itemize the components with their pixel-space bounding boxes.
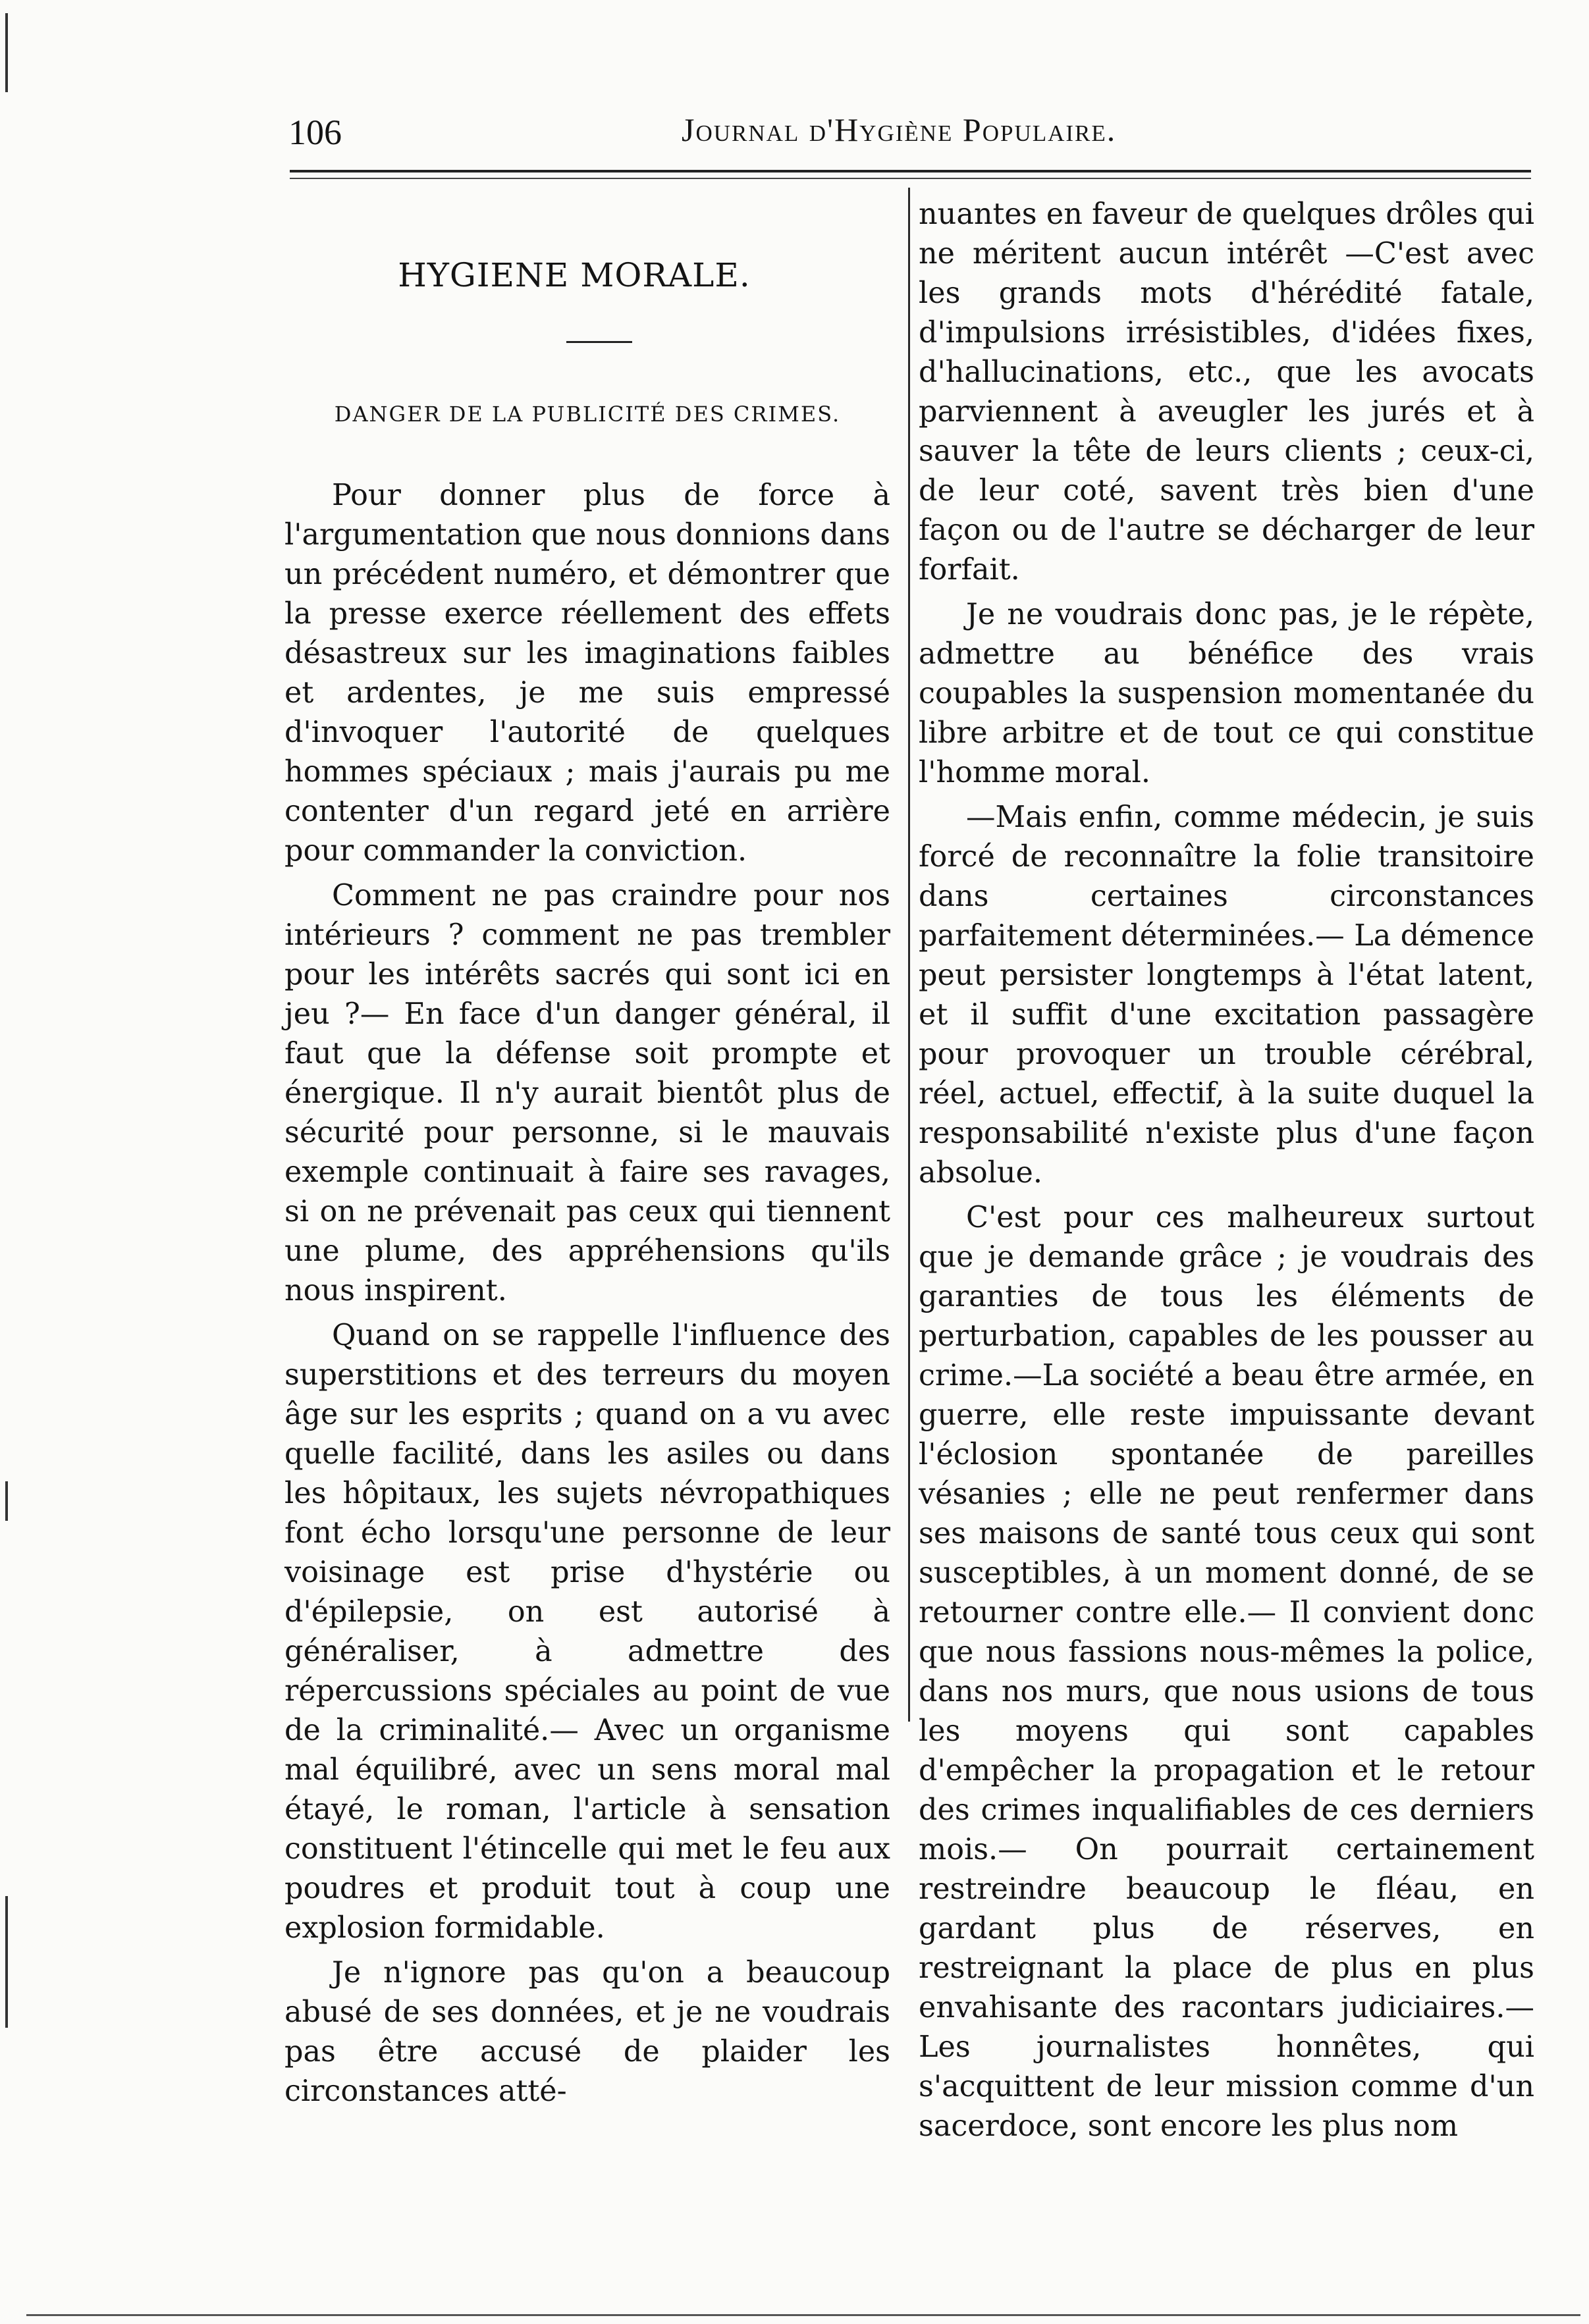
paragraph: —Mais enfin, comme médecin, je suis forcé de reconnaître la folie transitoire dans certaines circonstances parfaitement déterminées.— La démence peut persister longtemps à l'état latent, et il suffit d'une excitation passagère pour provoquer un trouble cérébral, réel, actuel, effectif, à la suite duquel la responsabilité n'existe plus d'une façon absolue. [919, 801, 1534, 1190]
article-subtitle: DANGER DE LA PUBLICITÉ DES CRIMES. [334, 402, 841, 427]
right-column [919, 195, 1534, 2146]
margin-mark [5, 13, 8, 92]
bottom-edge-line [26, 2314, 1580, 2316]
left-column [284, 255, 890, 2111]
article-title: HYGIENE MORALE. [398, 256, 751, 294]
column-divider [908, 188, 910, 1722]
margin-mark [5, 1481, 8, 1521]
paragraph: nuantes en faveur de quelques drôles qui ne méritent aucun intérêt —C'est avec les grands mots d'hérédité fatale, d'impulsions irrésistibles, d'idées fixes, d'hallucinations, etc., que les avocats parviennent à aveugler les jurés et à sauver la tête de leurs clients ; ceux-ci, de leur coté, savent très bien d'une façon ou de l'autre se décharger de leur forfait. [919, 198, 1534, 587]
page-number: 106 [288, 113, 342, 152]
paragraph: C'est pour ces malheureux surtout que je demande grâce ; je voudrais des garanties de tous les éléments de perturbation, capables de les pousser au crime.—La société a beau être armée, en guerre, elle reste impuissante devant l'éclosion spontanée de pareilles vésanies ; elle ne peut renfermer dans ses maisons de santé tous ceux qui sont susceptibles, à un moment donné, de se retourner contre elle.— Il convient donc que nous fassions nous-mêmes la police, dans nos murs, que nous usions de tous les moyens qui sont capables d'empêcher la propagation et le retour des crimes inqualifiables de ces derniers mois.— On pourrait certainement restreindre beaucoup le fléau, en gardant plus de réserves, en restreignant la place de plus en plus envahisante des racontars judiciaires.— Les journalistes honnêtes, qui s'acquittent de leur mission comme d'un sacerdoce, sont encore les plus nom [919, 1201, 1534, 2143]
margin-mark [5, 1896, 8, 2028]
paragraph: Je ne voudrais donc pas, je le répète, admettre au bénéfice des vrais coupables la suspension momentanée du libre arbitre et de tout ce qui constitue l'homme moral. [919, 598, 1534, 789]
paragraph: Je n'ignore pas qu'on a beaucoup abusé de ses données, et je ne voudrais pas être accusé de plaider les circonstances atté- [284, 1956, 890, 2108]
running-head: Journal d'Hygiène Populaire. [682, 111, 1117, 148]
paragraph: Pour donner plus de force à l'argumentation que nous donnions dans un précédent numéro, et démontrer que la presse exerce réellement des effets désastreux sur les imaginations faibles et ardentes, je me suis empressé d'invoquer l'autorité de quelques hommes spéciaux ; mais j'aurais pu me contenter d'un regard jeté en arrière pour commander la conviction. [284, 479, 890, 868]
paragraph: Quand on se rappelle l'influence des superstitions et des terreurs du moyen âge sur les esprits ; quand on a vu avec quelle facilité, dans les asiles ou dans les hôpitaux, les sujets névropathiques font écho lorsqu'une personne de leur voisinage est prise d'hystérie ou d'épilepsie, on est autorisé à généraliser, à admettre des répercussions spéciales au point de vue de la criminalité.— Avec un organisme mal équilibré, avec un sens moral mal étayé, le roman, l'article à sensation constituent l'étincelle qui met le feu aux poudres et produit tout à coup une explosion formidable. [284, 1319, 890, 1945]
paragraph: Comment ne pas craindre pour nos intérieurs ? comment ne pas trembler pour les intérêts sacrés qui sont ici en jeu ?— En face d'un danger général, il faut que la défense soit prompte et énergique. Il n'y aurait bientôt plus de sécurité pour personne, si le mauvais exemple continuait à faire ses ravages, si on ne prévenait pas ceux qui tiennent une plume, des appréhensions qu'ils nous inspirent. [284, 879, 890, 1307]
title-rule [566, 341, 632, 343]
header-rule [290, 170, 1531, 179]
